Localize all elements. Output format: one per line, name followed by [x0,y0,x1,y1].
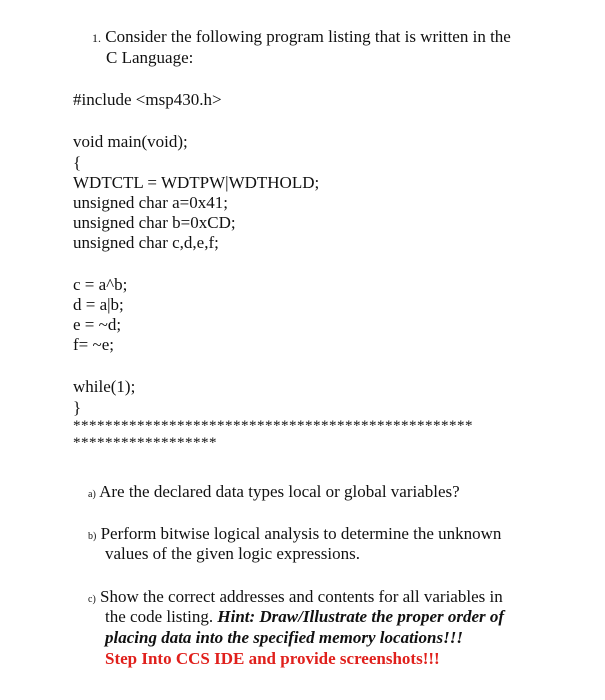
separator-row-1: ************************************************** [73,418,473,434]
code-line: f= ~e; [73,335,114,354]
part-b-label: b) [88,531,97,542]
part-c-line-2 [105,607,504,627]
code-open-brace: { [73,153,82,172]
code-main-signature: void main(void); [73,132,188,151]
question-intro-line-2: C Language: [106,48,194,67]
part-c-hint-continued: placing data into the specified memory locations!!! [105,628,463,647]
code-include: #include <msp430.h> [73,90,222,109]
code-line: unsigned char b=0xCD; [73,213,236,232]
part-c-text-1: Show the correct addresses and contents for all variables in [100,587,503,606]
part-c-ccs-instruction: Step Into CCS IDE and provide screenshots!!! [105,649,440,668]
part-c-hint: Hint: Draw/Illustrate the proper order of [217,607,505,626]
part-a [88,482,460,505]
part-c-label: c) [88,594,96,605]
code-while: while(1); [73,377,136,396]
part-b-text-2: values of the given logic expressions. [105,544,360,563]
code-line: unsigned char c,d,e,f; [73,233,219,252]
code-line: d = a|b; [73,295,124,314]
code-line: c = a^b; [73,275,128,294]
separator-row-2: ****************** [73,435,217,451]
question-number: 1. [92,31,101,45]
part-a-text: Are the declared data types local or global variables? [99,482,460,501]
question-line-1 [92,27,511,48]
part-c-text-2: the code listing. [105,607,218,626]
part-b-text-1: Perform bitwise logical analysis to determine the unknown [100,524,502,543]
code-line: unsigned char a=0x41; [73,193,228,212]
code-line: WDTCTL = WDTPW|WDTHOLD; [73,173,320,192]
part-a-label: a) [88,489,96,500]
code-close-brace: } [73,398,82,417]
question-intro-text: Consider the following program listing that is written in the [105,27,511,46]
code-line: e = ~d; [73,315,122,334]
